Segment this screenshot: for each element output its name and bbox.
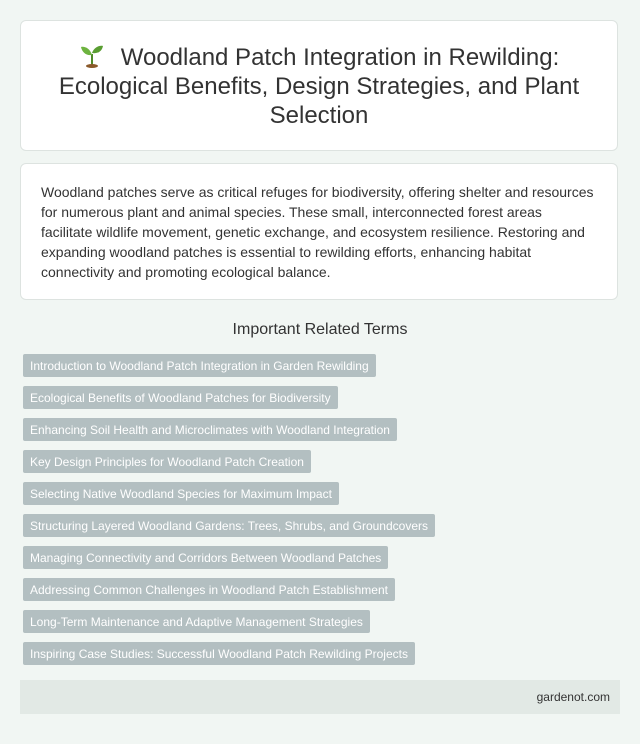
- footer-site-link[interactable]: gardenot.com: [536, 690, 610, 704]
- related-term[interactable]: Selecting Native Woodland Species for Maximum Impact: [23, 482, 339, 505]
- related-term[interactable]: Inspiring Case Studies: Successful Woodland Patch Rewilding Projects: [23, 642, 415, 665]
- related-term[interactable]: Key Design Principles for Woodland Patch Creation: [23, 450, 311, 473]
- related-terms-heading: Important Related Terms: [232, 321, 408, 338]
- sprout-icon: [79, 42, 105, 68]
- title-card: [20, 20, 618, 151]
- intro-card: [20, 163, 618, 300]
- related-term[interactable]: Ecological Benefits of Woodland Patches for Biodiversity: [23, 386, 338, 409]
- footer: [20, 680, 620, 714]
- related-terms-list: [23, 354, 623, 674]
- related-term[interactable]: Structuring Layered Woodland Gardens: Trees, Shrubs, and Groundcovers: [23, 514, 435, 537]
- page-title-text: Woodland Patch Integration in Rewilding: Ecological Benefits, Design Strategies, and Plant Selection: [58, 43, 580, 129]
- related-term[interactable]: Managing Connectivity and Corridors Between Woodland Patches: [23, 546, 388, 569]
- related-term[interactable]: Addressing Common Challenges in Woodland Patch Establishment: [23, 578, 395, 601]
- related-term[interactable]: Long-Term Maintenance and Adaptive Management Strategies: [23, 610, 370, 633]
- page-title: [51, 42, 587, 130]
- related-term[interactable]: Introduction to Woodland Patch Integration in Garden Rewilding: [23, 354, 376, 377]
- intro-paragraph: Woodland patches serve as critical refuges for biodiversity, offering shelter and resources for numerous plant and animal species. These small, interconnected forest areas facilitate wildlife movement, genetic exchange, and ecosystem resilience. Restoring and expanding woodland patches is essential to rewilding efforts, enhancing habitat connectivity and promoting ecological balance.: [41, 184, 594, 280]
- related-term[interactable]: Enhancing Soil Health and Microclimates with Woodland Integration: [23, 418, 397, 441]
